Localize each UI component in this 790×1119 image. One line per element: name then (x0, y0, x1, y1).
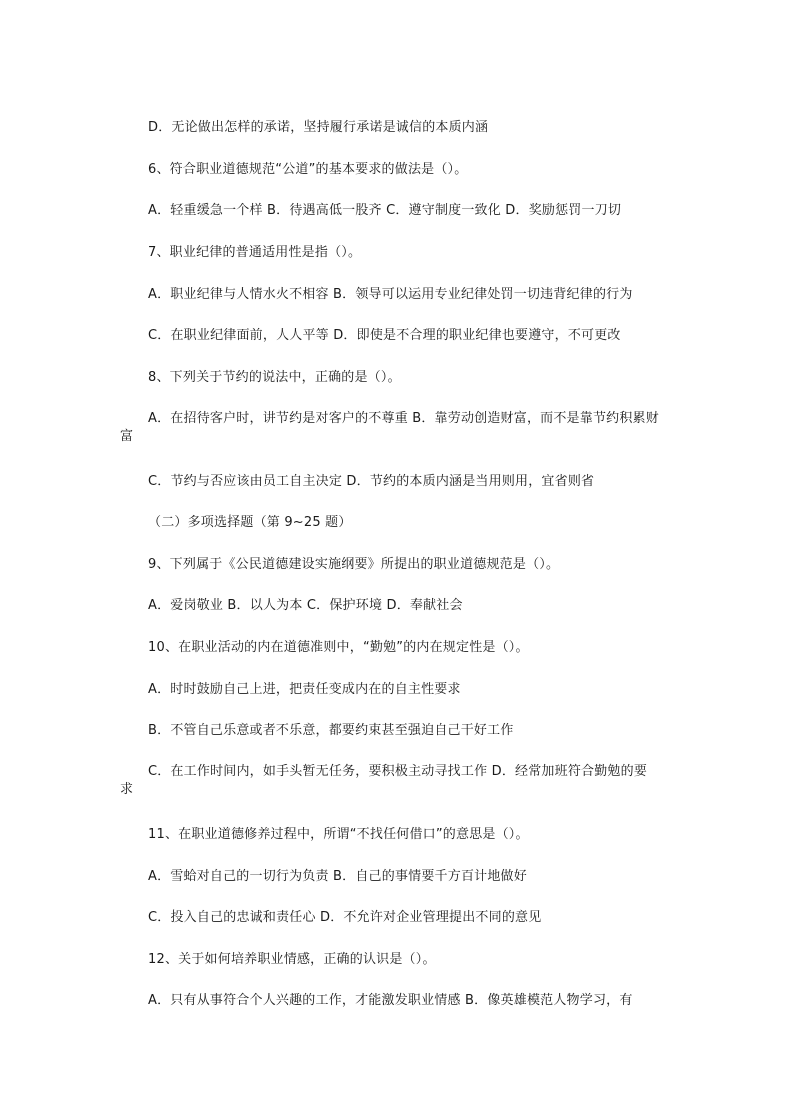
question-12-options-ab: A．只有从事符合个人兴趣的工作，才能激发职业情感 B．像英雄模范人物学习，有 (148, 993, 633, 1008)
question-11-options-ab: A．雪蛤对自己的一切行为负责 B．自己的事情要千方百计地做好 (148, 869, 527, 884)
question-6-options: A．轻重缓急一个样 B．待遇高低一股齐 C．遵守制度一致化 D．奖励惩罚一刀切 (148, 203, 622, 218)
question-9: 9、下列属于《公民道德建设实施纲要》所提出的职业道德规范是（）。 (148, 557, 560, 572)
question-9-options: A．爱岗敬业 B．以人为本 C．保护环境 D．奉献社会 (148, 598, 463, 613)
section-heading-multiple-choice: （二）多项选择题（第 9~25 题） (148, 515, 352, 530)
question-11: 11、在职业道德修养过程中，所谓“不找任何借口”的意思是（）。 (148, 827, 529, 842)
question-7-options-ab: A．职业纪律与人情水火不相容 B．领导可以运用专业纪律处罚一切违背纪律的行为 (148, 287, 633, 302)
question-8-options-cd: C．节约与否应该由员工自主决定 D．节约的本质内涵是当用则用，宜省则省 (148, 474, 595, 489)
question-7: 7、职业纪律的普通适用性是指（）。 (148, 245, 362, 260)
question-10: 10、在职业活动的内在道德准则中，“勤勉”的内在规定性是（）。 (148, 640, 529, 655)
question-12: 12、关于如何培养职业情感，正确的认识是（）。 (148, 952, 436, 967)
question-10-options-cd: C．在工作时间内，如手头暂无任务，要积极主动寻找工作 D．经常加班符合勤勉的要求 (120, 764, 648, 797)
question-10-option-b: B．不管自己乐意或者不乐意，都要约束甚至强迫自己干好工作 (148, 723, 514, 738)
question-10-option-a: A．时时鼓励自己上进，把责任变成内在的自主性要求 (148, 682, 461, 697)
question-6: 6、符合职业道德规范“公道”的基本要求的做法是（）。 (148, 162, 468, 177)
answer-option-line: D．无论做出怎样的承诺，坚持履行承诺是诚信的本质内涵 (148, 120, 489, 135)
question-11-options-cd: C．投入自己的忠诚和责任心 D．不允许对企业管理提出不同的意见 (148, 910, 542, 925)
question-8-options-ab: A．在招待客户时，讲节约是对客户的不尊重 B．靠劳动创造财富，而不是靠节约积累财富 (120, 411, 659, 444)
question-7-options-cd: C．在职业纪律面前，人人平等 D．即使是不合理的职业纪律也要遵守，不可更改 (148, 328, 621, 343)
question-8: 8、下列关于节约的说法中，正确的是（）。 (148, 370, 401, 385)
